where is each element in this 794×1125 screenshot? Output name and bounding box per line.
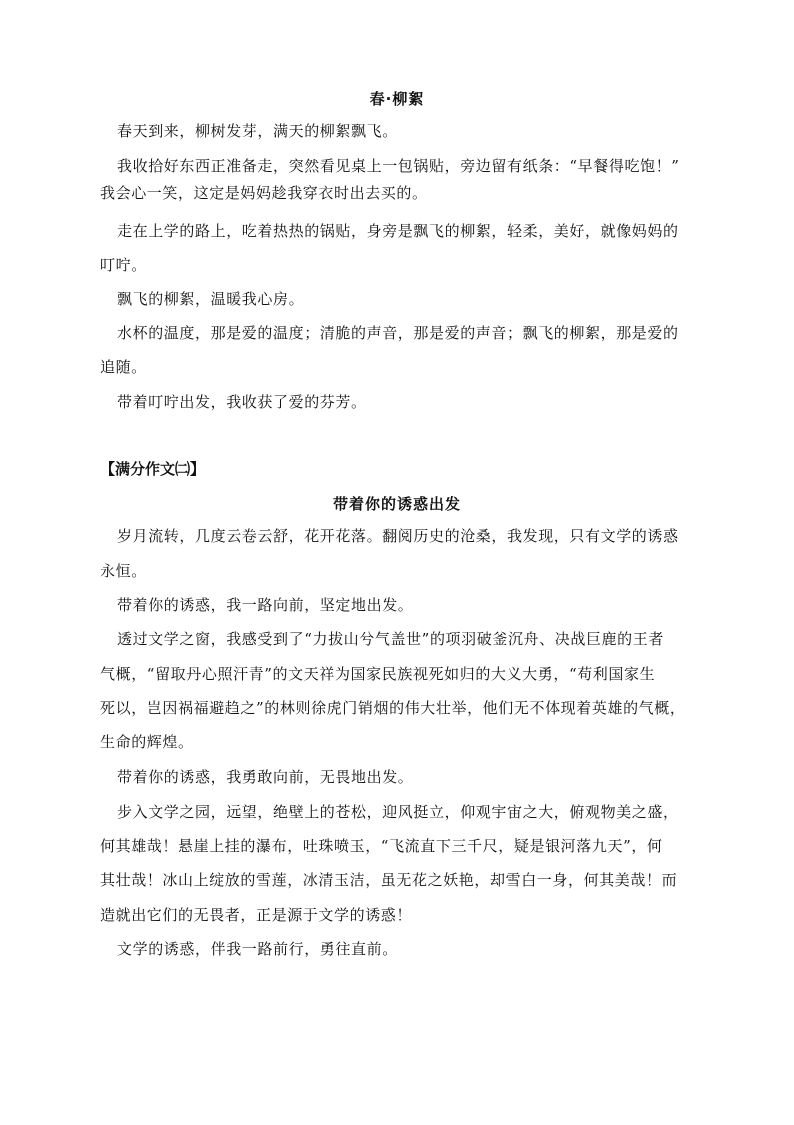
essay2-line-7: 生命的辉煌。: [100, 733, 194, 751]
essay2-line-3: 带着你的诱惑，我一路向前，坚定地出发。: [117, 596, 414, 614]
essay1-line-9: 带着叮咛出发，我收获了爱的芬芳。: [117, 393, 367, 411]
essay2-line-9: 步入文学之园，远望，绝壁上的苍松，迎风挺立，仰观宇宙之大，俯观物美之盛，: [117, 803, 679, 821]
essay2-line-8: 带着你的诱惑，我勇敢向前，无畏地出发。: [117, 768, 414, 786]
essay1-line-7: 水杯的温度，那是爱的温度；清脆的声音，那是爱的声音；飘飞的柳絮，那是爱的: [117, 324, 679, 342]
essay1-line-2: 我收拾好东西正准备走，突然看见桌上一包锅贴，旁边留有纸条：“早餐得吃饱！”: [117, 157, 680, 175]
essay1-title: 春·柳絮: [369, 90, 425, 108]
essay2-line-1: 岁月流转，几度云卷云舒，花开花落。翻阅历史的沧桑，我发现，只有文学的诱惑: [117, 527, 679, 545]
essay1-line-8: 追随。: [100, 358, 147, 376]
essay2-title: 带着你的诱惑出发: [332, 495, 461, 513]
essay1-line-5: 叮咛。: [100, 256, 147, 274]
essay2-line-13: 文学的诱惑，伴我一路前行，勇往直前。: [117, 940, 398, 958]
essay2-line-2: 永恒。: [100, 562, 147, 580]
essay2-line-4: 透过文学之窗，我感受到了“力拔山兮气盖世”的项羽破釜沉舟、决战巨鹿的王者: [117, 630, 664, 648]
essay1-line-6: 飘飞的柳絮，温暖我心房。: [117, 290, 305, 308]
essay2-line-12: 造就出它们的无畏者，正是源于文学的诱惑！: [100, 906, 413, 924]
essay1-line-3: 我会心一笑，这定是妈妈趁我穿衣时出去买的。: [100, 184, 428, 202]
section-heading: 【满分作文㈡】: [100, 460, 206, 478]
essay1-line-4: 走在上学的路上，吃着热热的锅贴，身旁是飘飞的柳絮，轻柔，美好，就像妈妈的: [117, 222, 679, 240]
essay2-line-11: 其壮哉！冰山上绽放的雪莲，冰清玉洁，虽无花之妖艳，却雪白一身，何其美哉！而: [100, 871, 678, 889]
essay2-line-5: 气概，“留取丹心照汗青”的文天祥为国家民族视死如归的大义大勇，“苟利国家生: [100, 665, 656, 683]
essay2-line-10: 何其雄哉！悬崖上挂的瀑布，吐珠喷玉，“飞流直下三千尺，疑是银河落九天”，何: [100, 837, 663, 855]
essay2-line-6: 死以，岂因祸福避趋之”的林则徐虎门销烟的伟大壮举，他们无不体现着英雄的气概，: [100, 699, 686, 717]
essay1-line-1: 春天到来，柳树发芽，满天的柳絮飘飞。: [117, 122, 398, 140]
